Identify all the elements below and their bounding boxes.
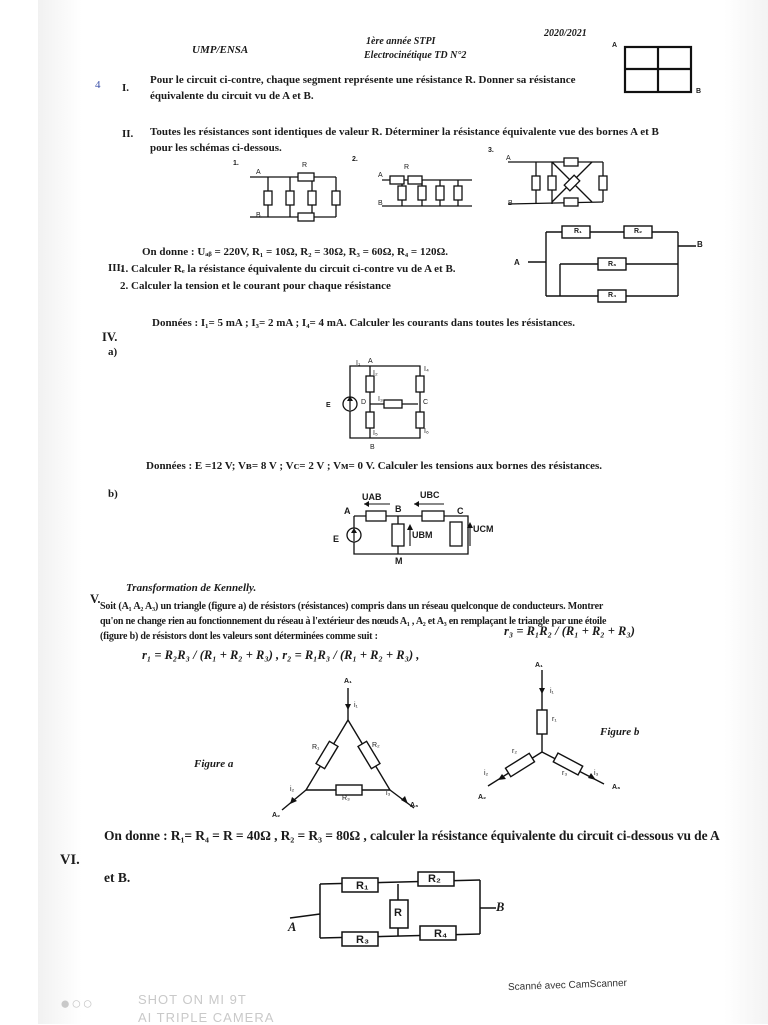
c1-a-label: A: [256, 169, 261, 176]
c3-r1: R₁: [574, 228, 582, 235]
circuit-2: [382, 166, 482, 212]
c4a-i5: I₅: [373, 430, 378, 437]
section-4-num: IV.: [102, 330, 118, 344]
school-name: UMP/ENSA: [192, 44, 249, 56]
tri-a2: A₂: [272, 812, 281, 819]
c6-label-b: B: [496, 900, 505, 914]
c4a-i6: I₆: [424, 428, 429, 435]
c4a-b: B: [370, 444, 375, 451]
c1-r-label: R: [302, 162, 308, 169]
c3-a-label: A: [506, 155, 511, 162]
tri-r2: R₂: [372, 742, 380, 749]
c4a-d: D: [361, 399, 367, 406]
c4a-i2: I₂: [373, 370, 378, 377]
c3-label-a: A: [514, 258, 520, 267]
c4b-e: E: [333, 534, 340, 544]
circuit-4b: [340, 494, 490, 564]
c2-a-label: A: [378, 172, 383, 179]
star-i3: i₃: [594, 770, 599, 777]
section-6-line1: On donne : R₁= R₄ = R = 40Ω , R₂ = R₃ = 80Ω , calculer la résistance équivalente du circuit ci-dessous vu de A: [104, 828, 720, 843]
c6-r: R: [394, 907, 402, 919]
section-3-num: III.: [108, 262, 124, 274]
c3-r4: R₄: [608, 292, 617, 299]
c4a-c: C: [423, 399, 429, 406]
year-title: 1ère année STPI: [366, 36, 436, 47]
section-2-num: II.: [122, 128, 134, 140]
section-4b-label: b): [108, 488, 118, 500]
c3-r3: R₃: [608, 261, 617, 268]
star-a2: A₂: [478, 794, 487, 801]
c4b-ucm: UCM: [473, 524, 494, 534]
circuit-3: [508, 148, 618, 212]
fig-2-label: 2.: [352, 156, 358, 163]
fig-1-label: 1.: [233, 160, 239, 167]
section-1-line1: Pour le circuit ci-contre, chaque segment représente une résistance R. Donner sa résistance: [150, 74, 576, 86]
c2-b-label: B: [378, 200, 383, 207]
c4b-c: C: [457, 506, 464, 516]
section-1-num: I.: [122, 82, 130, 94]
c2-r-label: R: [404, 164, 410, 171]
c3-r2: R₂: [634, 228, 643, 235]
section-2-line2: pour les schémas ci-dessous.: [150, 142, 282, 154]
td-title: Electrocinétique TD N°2: [364, 50, 467, 61]
star-a1: A₁: [535, 662, 543, 669]
c1-b-label: B: [256, 212, 261, 219]
margin-mark: 4: [95, 79, 101, 91]
c6-label-a: A: [288, 920, 297, 934]
section-5-title: Transformation de Kennelly.: [126, 582, 257, 594]
c6-r2: R₂: [428, 873, 441, 885]
star-i1: i₁: [550, 688, 554, 695]
c4b-a: A: [344, 506, 351, 516]
section-1-line2: équivalente du circuit vu de A et B.: [150, 90, 314, 102]
camscanner-note: Scanné avec CamScanner: [507, 977, 628, 994]
grid-label-a: A: [612, 42, 618, 49]
star-r1: r₁: [552, 716, 557, 723]
tri-i1: i₁: [354, 702, 358, 709]
c4b-ubc: UBC: [420, 490, 440, 500]
circuit-1: [250, 165, 350, 225]
c4a-i3: I₃: [378, 396, 383, 403]
watermark-line2: AI TRIPLE CAMERA: [138, 1010, 275, 1025]
academic-year: 2020/2021: [544, 28, 587, 39]
c4a-i1: I₁: [356, 360, 361, 367]
section-6-num: VI.: [60, 852, 80, 868]
section-5-line3: (figure b) de résistors dont les valeurs sont déterminées comme suit :: [100, 631, 378, 642]
c4b-uab: UAB: [362, 492, 382, 502]
star-r2: r₂: [512, 748, 518, 755]
section-5-num: V.: [90, 592, 101, 606]
fig-3-label: 3.: [488, 147, 494, 154]
figure-a-label: Figure a: [194, 758, 234, 770]
camera-icon: ●○○: [60, 994, 94, 1013]
star-r3: r₃: [562, 770, 568, 777]
c4b-b: B: [395, 504, 402, 514]
tri-r3: R₃: [342, 795, 350, 802]
star-a3: A₃: [612, 784, 621, 791]
section-3-q2: 2. Calculer la tension et le courant pour chaque résistance: [120, 280, 391, 292]
c4b-m: M: [395, 556, 403, 566]
tri-r1: R₁: [312, 744, 320, 751]
c3-label-b: B: [697, 240, 703, 249]
c6-r1: R₁: [356, 880, 369, 892]
grid-circuit: [610, 40, 710, 100]
grid-label-b: B: [696, 88, 702, 95]
c4a-i4: I₄: [424, 366, 429, 373]
watermark-line1: SHOT ON MI 9T: [138, 992, 247, 1007]
section-6-line2: et B.: [104, 870, 131, 885]
c4a-e: E: [326, 402, 331, 409]
c3-b-label: B: [508, 200, 513, 207]
section-5-line2: qu'on ne change rien au fonctionnement du réseau à l'extérieur des nœuds A₁ , A₂ et A₃ en remplaçant le triangle par une étoile: [100, 616, 607, 627]
section-4a-text: Données : I₁= 5 mA ; I₃= 2 mA ; I₄= 4 mA. Calculer les courants dans toutes les résistances.: [152, 317, 575, 329]
c6-r4: R₄: [434, 928, 448, 940]
c4a-a: A: [368, 358, 373, 365]
section-5-line1: Soit (A₁ A₂ A₃) un triangle (figure a) de résistors (résistances) compris dans un réseau quelconque de conducteurs. Montrer: [100, 601, 604, 612]
section-4a-label: a): [108, 346, 118, 358]
tri-a3: A₃: [410, 802, 419, 809]
section-4b-text: Données : E =12 V; Vʙ= 8 V ; Vᴄ= 2 V ; Vᴍ= 0 V. Calculer les tensions aux bornes des résistances.: [146, 460, 602, 472]
figure-b-label: Figure b: [600, 726, 640, 738]
c6-r3: R₃: [356, 934, 370, 946]
section-2-line1: Toutes les résistances sont identiques de valeur R. Déterminer la résistance équivalente vue des bornes A et B: [150, 126, 659, 138]
formula-r3: r₃ = R₁R₂ / (R₁ + R₂ + R₃): [504, 624, 635, 638]
formula-r1-r2: r₁ = R₂R₃ / (R₁ + R₂ + R₃) , r₂ = R₁R₃ / (R₁ + R₂ + R₃) ,: [142, 648, 420, 662]
tri-a1: A₁: [344, 678, 352, 685]
tri-i2: i₂: [290, 786, 295, 793]
section-3-given: On donne : Uₐᵦ = 220V, R₁ = 10Ω, R₂ = 30Ω, R₃ = 60Ω, R₄ = 120Ω.: [142, 246, 449, 258]
section-3-q1: 1. Calculer Rₑ la résistance équivalente du circuit ci-contre vu de A et B.: [120, 263, 456, 275]
star-i2: i₂: [484, 770, 489, 777]
c4b-ubm: UBM: [412, 530, 433, 540]
tri-i3: i₃: [386, 790, 391, 797]
